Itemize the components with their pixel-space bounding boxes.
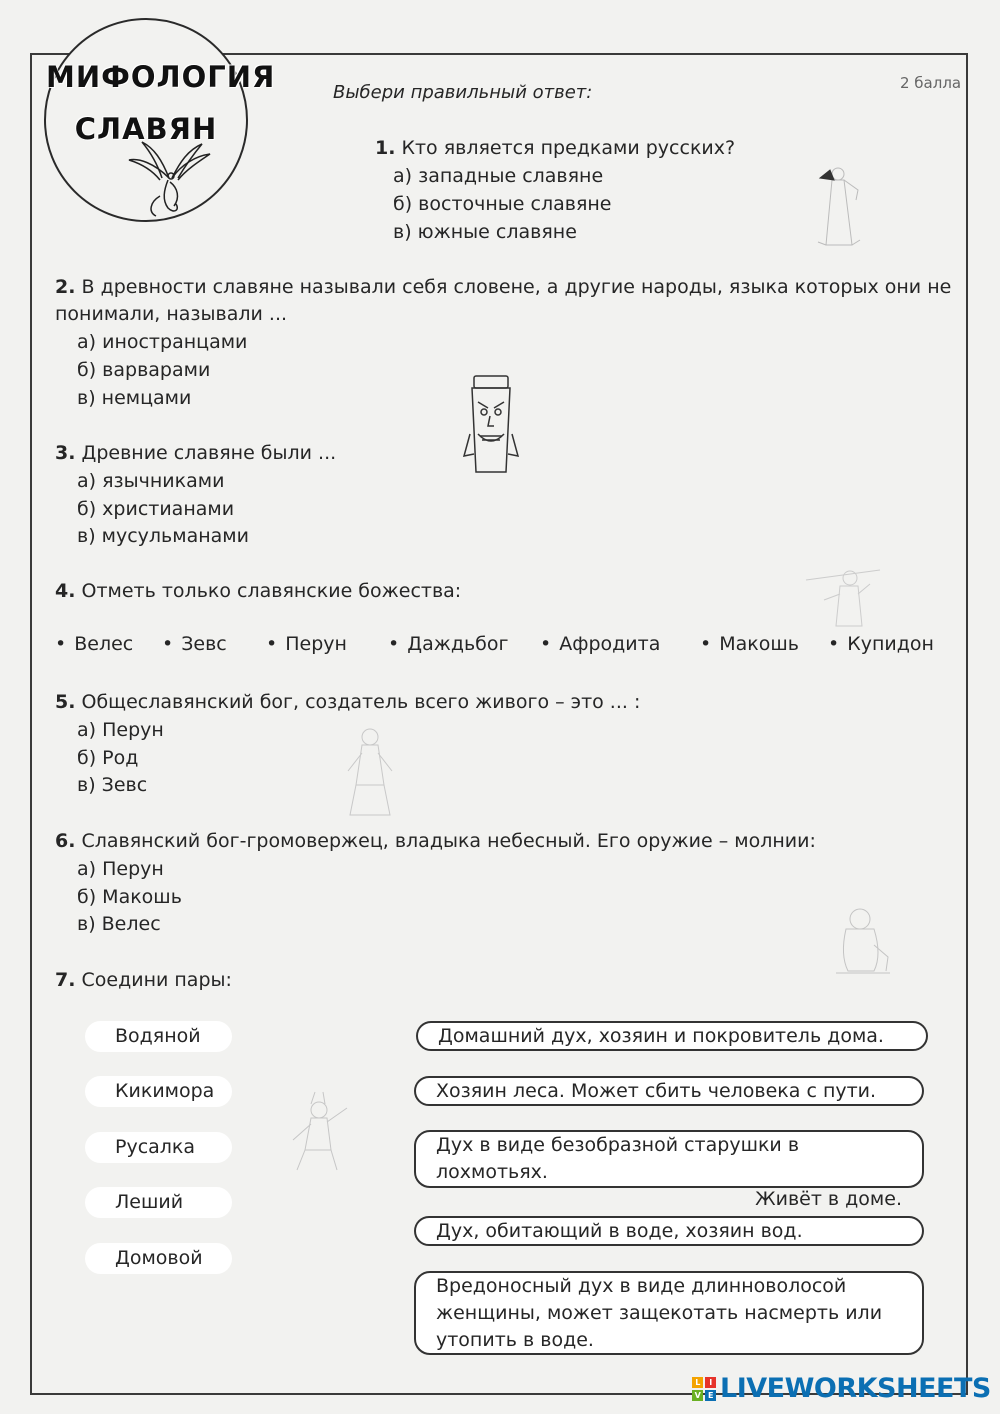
q5-option-a[interactable]: а) Перун (77, 719, 164, 741)
match-right-1-line1: Домашний дух, хозяин и покровитель дома. (438, 1025, 884, 1047)
q7-question (55, 966, 232, 994)
rod-god-sketch-icon (340, 725, 400, 820)
q2-number: 2. (55, 276, 76, 298)
q4-option-zeus[interactable]: • Зевс (162, 633, 227, 655)
q3-text: Древние славяне были ... (81, 442, 337, 464)
match-right-box-2[interactable] (414, 1076, 924, 1106)
mark-cell-i: I (705, 1377, 716, 1388)
leshy-sketch-icon (285, 1088, 357, 1174)
mark-cell-l: L (692, 1377, 703, 1388)
match-left-domovoy[interactable]: Домовой (85, 1243, 232, 1274)
match-left-leshy[interactable]: Леший (85, 1187, 232, 1218)
points-label: 2 балла (900, 74, 962, 92)
q6-text: Славянский бог-громовержец, владыка небесный. Его оружие – молнии: (81, 830, 816, 852)
q4-option-perun[interactable]: • Перун (266, 633, 347, 655)
q1-option-b[interactable]: б) восточные славяне (393, 193, 612, 215)
q2-text-line1: В древности славяне называли себя словене, а другие народы, языка которых они не (81, 276, 952, 298)
q7-text: Соедини пары: (81, 969, 232, 991)
logo-badge (44, 18, 276, 222)
logo-title-line1: МИФОЛОГИЯ (46, 60, 276, 94)
q1-option-a[interactable]: а) западные славяне (393, 165, 604, 187)
match-right-3-line2: Живёт в доме. (755, 1188, 902, 1210)
q4-option-veles[interactable]: • Велес (55, 633, 133, 655)
q4-question (55, 577, 461, 605)
q2-option-a[interactable]: а) иностранцами (77, 331, 248, 353)
q7-number: 7. (55, 969, 76, 991)
q6-option-c[interactable]: в) Велес (77, 913, 161, 935)
q2-option-c[interactable]: в) немцами (77, 387, 192, 409)
q3-number: 3. (55, 442, 76, 464)
match-left-vodyanoy[interactable]: Водяной (85, 1021, 232, 1052)
q6-number: 6. (55, 830, 76, 852)
firebird-icon (124, 138, 214, 218)
liveworksheets-mark-icon (692, 1377, 716, 1401)
q6-option-a[interactable]: а) Перун (77, 858, 164, 880)
q4-option-aphrodite[interactable]: • Афродита (540, 633, 660, 655)
q2-question-line1 (55, 273, 951, 301)
slavic-figure-sketch-icon (812, 160, 867, 250)
match-right-box-5[interactable] (414, 1271, 924, 1355)
match-right-5-line1: Вредоносный дух в виде длинноволосой (436, 1275, 847, 1297)
q5-option-b[interactable]: б) Род (77, 747, 139, 769)
match-left-kikimora[interactable]: Кикимора (85, 1076, 232, 1107)
q2-question-line2: понимали, называли ... (55, 303, 288, 325)
mark-cell-v: V (692, 1390, 703, 1401)
q2-option-b[interactable]: б) варварами (77, 359, 211, 381)
mark-cell-e: E (705, 1390, 716, 1401)
match-right-5-line2: женщины, может защекотать насмерть или (436, 1302, 883, 1324)
match-right-5-line3: утопить в воде. (436, 1329, 594, 1351)
q1-question (375, 134, 735, 162)
match-right-3-line1: Дух в виде безобразной старушки в лохмотьях. (436, 1134, 800, 1183)
match-right-box-1[interactable] (416, 1021, 928, 1051)
match-right-box-3[interactable] (414, 1130, 924, 1210)
q5-number: 5. (55, 691, 76, 713)
match-right-box-4[interactable] (414, 1216, 924, 1246)
q5-option-c[interactable]: в) Зевс (77, 774, 148, 796)
zeus-sketch-icon (800, 560, 885, 630)
liveworksheets-wordmark: LIVEWORKSHEETS (720, 1373, 991, 1404)
logo-title-line2: СЛАВЯН (74, 112, 218, 146)
q3-option-b[interactable]: б) христианами (77, 498, 235, 520)
q3-option-c[interactable]: в) мусульманами (77, 525, 249, 547)
q1-option-c[interactable]: в) южные славяне (393, 221, 577, 243)
match-right-4-line1: Дух, обитающий в воде, хозяин вод. (436, 1220, 803, 1242)
liveworksheets-logo[interactable] (692, 1373, 991, 1404)
domovoy-sketch-icon (832, 905, 894, 977)
q4-option-cupid[interactable]: • Купидон (828, 633, 934, 655)
q1-number: 1. (375, 137, 396, 159)
q4-option-makosh[interactable]: • Макошь (700, 633, 799, 655)
q6-option-b[interactable]: б) Макошь (77, 886, 182, 908)
instruction-text: Выбери правильный ответ: (333, 82, 593, 103)
q6-question (55, 827, 816, 855)
idol-totem-icon (460, 374, 522, 476)
q1-text: Кто является предками русских? (401, 137, 736, 159)
q5-text: Общеславянский бог, создатель всего живого – это ... : (81, 691, 641, 713)
q5-question (55, 688, 640, 716)
q4-number: 4. (55, 580, 76, 602)
match-right-2-line1: Хозяин леса. Может сбить человека с пути. (436, 1080, 877, 1102)
q3-question (55, 439, 336, 467)
q3-option-a[interactable]: а) язычниками (77, 470, 225, 492)
q4-option-dazhdbog[interactable]: • Даждьбог (388, 633, 508, 655)
match-left-rusalka[interactable]: Русалка (85, 1132, 232, 1163)
q4-text: Отметь только славянские божества: (81, 580, 462, 602)
